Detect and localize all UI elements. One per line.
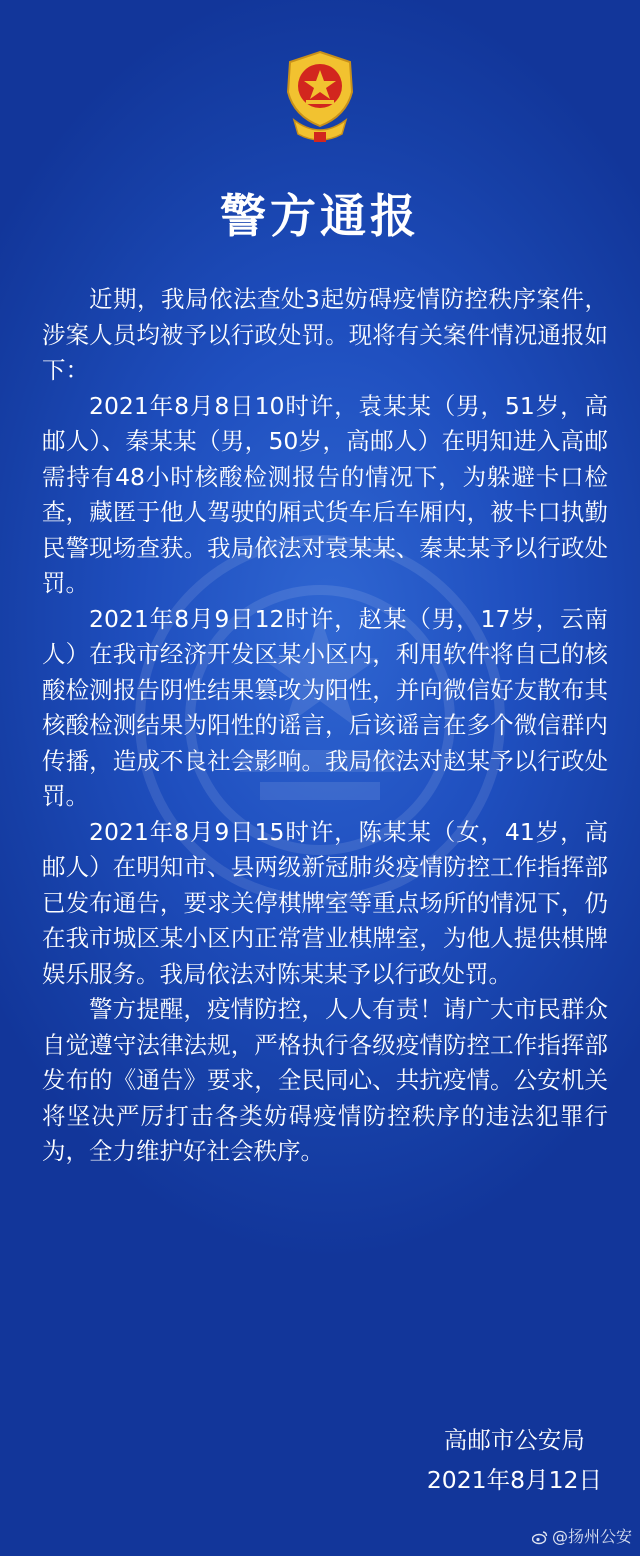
signature-block xyxy=(427,1420,602,1500)
paragraph-intro: 近期，我局依法查处3起妨碍疫情防控秩序案件，涉案人员均被予以行政处罚。现将有关案件情况通报如下： xyxy=(42,285,608,384)
issue-date: 2021年8月12日 xyxy=(426,1466,602,1494)
weibo-icon xyxy=(532,1529,548,1545)
paragraph-case-1: 2021年8月8日10时许，袁某某（男，51岁，高邮人）、秦某某（男，50岁，高邮人）在明知进入高邮需持有48小时核酸检测报告的情况下，为躲避卡口检查，藏匿于他人驾驶的厢式货车后车厢内，被卡口执勤民警现场查获。我局依法对袁某某、秦某某予以行政处罚。 xyxy=(42,391,608,597)
weibo-watermark xyxy=(532,1526,632,1548)
paragraph-reminder: 警方提醒，疫情防控，人人有责！请广大市民群众自觉遵守法律法规，严格执行各级疫情防控工作指挥部发布的《通告》要求，全民同心、共抗疫情。公安机关将坚决严厉打击各类妨碍疫情防控秩序的违法犯罪行为，全力维护好社会秩序。 xyxy=(42,995,608,1165)
issuing-organization: 高邮市公安局 xyxy=(443,1426,585,1454)
paragraph-case-3: 2021年8月9日15时许，陈某某（女，41岁，高邮人）在明知市、县两级新冠肺炎疫情防控工作指挥部已发布通告，要求关停棋牌室等重点场所的情况下，仍在我市城区某小区内正常营业棋牌室，为他人提供棋牌娱乐服务。我局依法对陈某某予以行政处罚。 xyxy=(42,817,608,988)
paragraph-case-2: 2021年8月9日12时许，赵某（男，17岁，云南人）在我市经济开发区某小区内，利用软件将自己的核酸检测报告阴性结果篡改为阳性，并向微信好友散布其核酸检测结果为阳性的谣言，后该谣言在多个微信群内传播，造成不良社会影响。我局依法对赵某予以行政处罚。 xyxy=(42,604,608,810)
notice-title: 警方通报 xyxy=(220,189,420,243)
police-emblem-icon xyxy=(280,48,360,144)
notice-body xyxy=(42,282,608,1170)
weibo-account: @扬州公安 xyxy=(551,1527,632,1546)
